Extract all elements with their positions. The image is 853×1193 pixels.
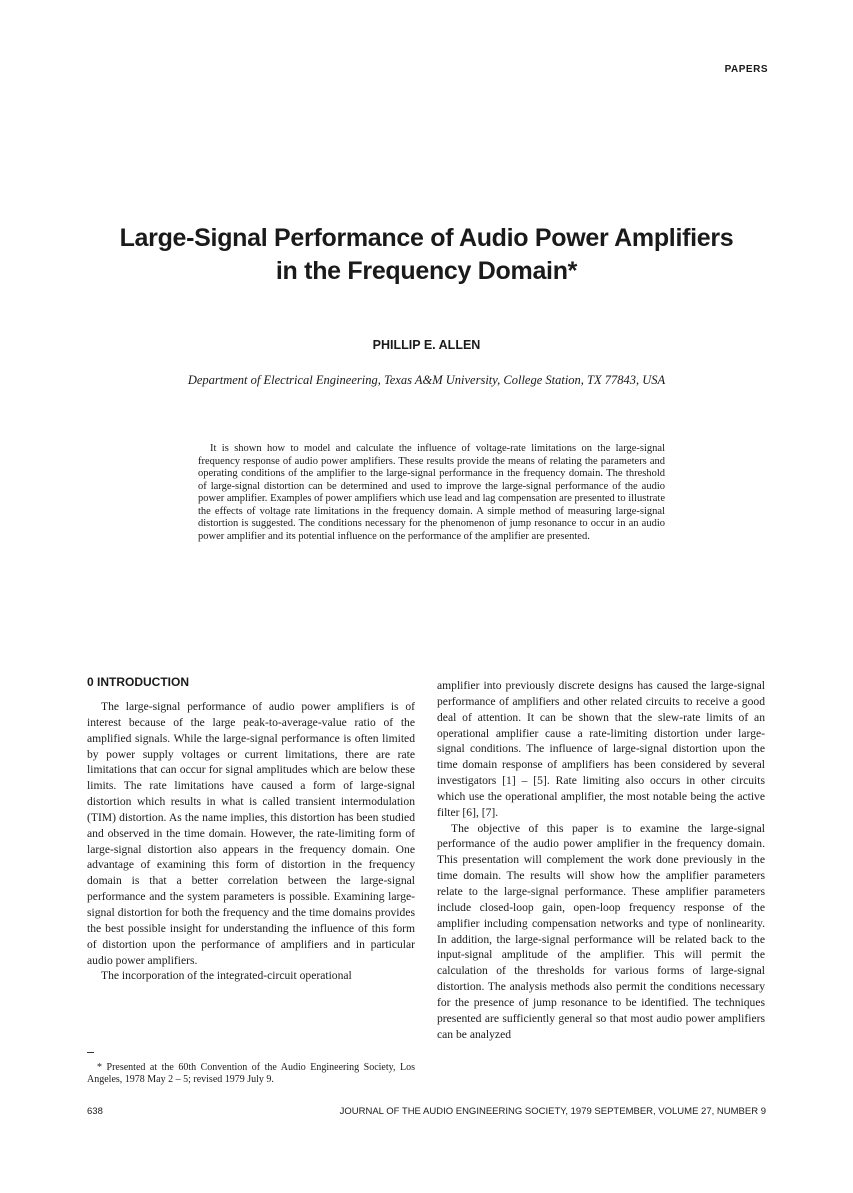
- title-line-1: Large-Signal Performance of Audio Power Amplifiers: [119, 224, 734, 252]
- author-affiliation: Department of Electrical Engineering, Texas A&M University, College Station, TX 77843, USA: [187, 373, 666, 387]
- page-number: 638: [87, 1106, 103, 1117]
- title-line-2: in the Frequency Domain*: [275, 257, 578, 285]
- paper-title: [0, 222, 853, 288]
- right-column: [437, 678, 765, 1042]
- footnote-divider: [87, 1052, 94, 1053]
- author-name: PHILLIP E. ALLEN: [372, 338, 481, 352]
- section-heading: 0 INTRODUCTION: [87, 675, 189, 689]
- section-label: PAPERS: [724, 64, 768, 75]
- body-paragraph: The large-signal performance of audio power amplifiers is of interest because of the large peak-to-average-value ratio of the amplified signals. While the large-signal performance is often limited by power supply voltages or current limitations, there are rate limitations that can occur for signal amplitudes which are below these limits. The rate limitations have caused a form of large-signal distortion which results in what is called transient intermodulation (TIM) distortion. As the name implies, this distortion has been studied and observed in the time domain. However, the rate-limiting form of large-signal distortion also appears in the frequency domain. One advantage of examining this form of distortion in the frequency domain is that a better correlation between the large-signal performance and the system parameters is possible. Examining large-signal distortion for both the frequency and the time domains provides the best possible insight for understanding the influence of this form of distortion upon the performance of amplifiers and in particular audio power amplifiers.: [87, 700, 415, 967]
- body-paragraph: The incorporation of the integrated-circuit operational: [101, 969, 352, 983]
- body-paragraph: The objective of this paper is to examine the large-signal performance of the audio power amplifier in the frequency domain. This presentation will complement the work done previously in the time domain. The results will show how the amplifier parameters relate to the large-signal performance. These amplifier parameters include closed-loop gain, open-loop frequency response of the amplifier including compensation networks and type of nonlinearity. In addition, the large-signal performance will be related back to the input-signal amplitude of the amplifier. This will permit the calculation of the thresholds for various forms of large-signal distortion. The analysis methods also permit the conditions necessary for the presence of jump resonance to be identified. The techniques presented are sufficiently general so that most audio power amplifiers can be analyzed: [437, 821, 765, 1041]
- journal-citation: JOURNAL OF THE AUDIO ENGINEERING SOCIETY, 1979 SEPTEMBER, VOLUME 27, NUMBER 9: [339, 1106, 766, 1117]
- abstract: [198, 443, 665, 543]
- body-paragraph: amplifier into previously discrete designs has caused the large-signal performance of amplifiers and other related circuits to receive a good deal of attention. It can be shown that the slew-rate limits of an operational amplifier cause a rate-limiting distortion under large-signal conditions. The influence of large-signal distortion upon the time domain response of amplifiers has been considered by several investigators [1] – [5]. Rate limiting also occurs in other circuits which use the operational amplifier, the most notable being the active filter [6], [7].: [437, 679, 765, 819]
- abstract-text: It is shown how to model and calculate the influence of voltage-rate limitations on the large-signal frequency response of audio power amplifiers. These results provide the means of relating the parameters and operating conditions of the amplifier to the large-signal performance in the frequency domain. The threshold of large-signal distortion can be determined and used to improve the large-signal performance of the audio power amplifier. Examples of power amplifiers which use lead and lag compensation are presented to illustrate the effects of voltage rate limitations in the frequency domain. A simple method of measuring large-signal distortion is suggested. The conditions necessary for the phenomenon of jump resonance to occur in an audio power amplifier and its potential influence on the performance of the amplifier are presented.: [198, 443, 665, 542]
- footnote: * Presented at the 60th Convention of the Audio Engineering Society, Los Angeles, 1978 May 2 – 5; revised 1979 July 9.: [87, 1062, 415, 1085]
- left-column: [87, 675, 415, 984]
